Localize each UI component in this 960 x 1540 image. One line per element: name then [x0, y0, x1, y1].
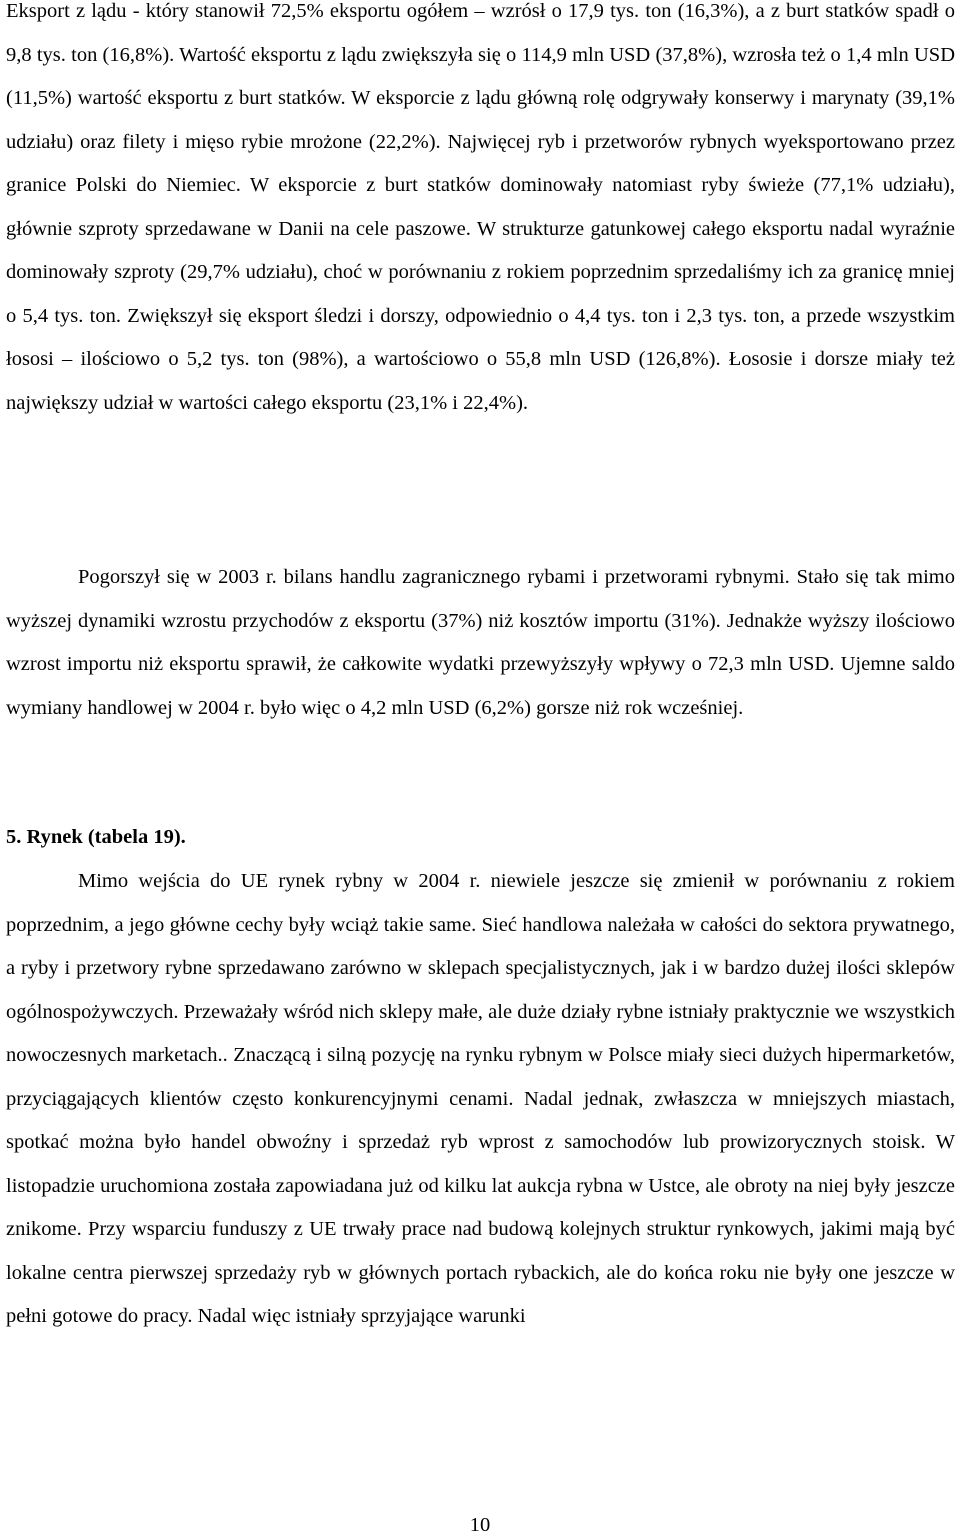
page-number: 10	[469, 1514, 491, 1536]
section-heading: 5. Rynek (tabela 19).	[6, 826, 186, 848]
paragraph-trade-balance: Pogorszył się w 2003 r. bilans handlu zagranicznego rybami i przetworami rybnymi. Stało się tak mimo wyższej dynamiki wzrostu przychodów z eksportu (37%) niż kosztów importu (31%). Jednakże wyższy ilościowo wzrost importu niż eksportu sprawił, że całkowite wydatki przewyższyły wpływy o 72,3 mln USD. Ujemne saldo wymiany handlowej w 2004 r. było więc o 4,2 mln USD (6,2%) gorsze niż rok wcześniej.	[6, 566, 955, 719]
paragraph-market: Mimo wejścia do UE rynek rybny w 2004 r. niewiele jeszcze się zmienił w porównaniu z rokiem poprzednim, a jego główne cechy były wciąż takie same. Sieć handlowa należała w całości do sektora prywatnego, a ryby i przetwory rybne sprzedawano zarówno w sklepach specjalistycznych, jak i w bardzo dużej ilości sklepów ogólnospożywczych. Przeważały wśród nich sklepy małe, ale duże działy rybne istniały praktycznie we wszystkich nowoczesnych marketach.. Znaczącą i silną pozycję na rynku rybnym w Polsce miały sieci dużych hipermarketów, przyciągających klientów często konkurencyjnymi cenami. Nadal jednak, zwłaszcza w mniejszych miastach, spotkać można było handel obwoźny i sprzedaż ryb wprost z samochodów lub prowizorycznych stoisk. W listopadzie uruchomiona została zapowiadana już od kilku lat aukcja rybna w Ustce, ale obroty na niej były jeszcze znikome. Przy wsparciu funduszy z UE trwały prace nad budową kolejnych struktur rynkowych, jakimi mają być lokalne centra pierwszej sprzedaży ryb w głównych portach rybackich, ale do końca roku nie były one jeszcze w pełni gotowe do pracy. Nadal więc istniały sprzyjające warunki	[6, 870, 955, 1327]
paragraph-export: Eksport z lądu - który stanowił 72,5% eksportu ogółem – wzrósł o 17,9 tys. ton (16,3%), a z burt statków spadł o 9,8 tys. ton (16,8%). Wartość eksportu z lądu zwiększyła się o 114,9 mln USD (37,8%), wzrosła też o 1,4 mln USD (11,5%) wartość eksportu z burt statków. W eksporcie z lądu główną rolę odgrywały konserwy i marynaty (39,1% udziału) oraz filety i mięso rybie mrożone (22,2%). Najwięcej ryb i przetworów rybnych wyeksportowano przez granice Polski do Niemiec. W eksporcie z burt statków dominowały natomiast ryby świeże (77,1% udziału), głównie szproty sprzedawane w Danii na cele paszowe. W strukturze gatunkowej całego eksportu nadal wyraźnie dominowały szproty (29,7% udziału), choć w porównaniu z rokiem poprzednim sprzedaliśmy ich za granicę mniej o 5,4 tys. ton. Zwiększył się eksport śledzi i dorszy, odpowiednio o 4,4 tys. ton i 2,3 tys. ton, a przede wszystkim łososi – ilościowo o 5,2 tys. ton (98%), a wartościowo o 55,8 mln USD (126,8%). Łososie i dorsze miały też największy udział w wartości całego eksportu (23,1% i 22,4%).	[6, 0, 955, 414]
